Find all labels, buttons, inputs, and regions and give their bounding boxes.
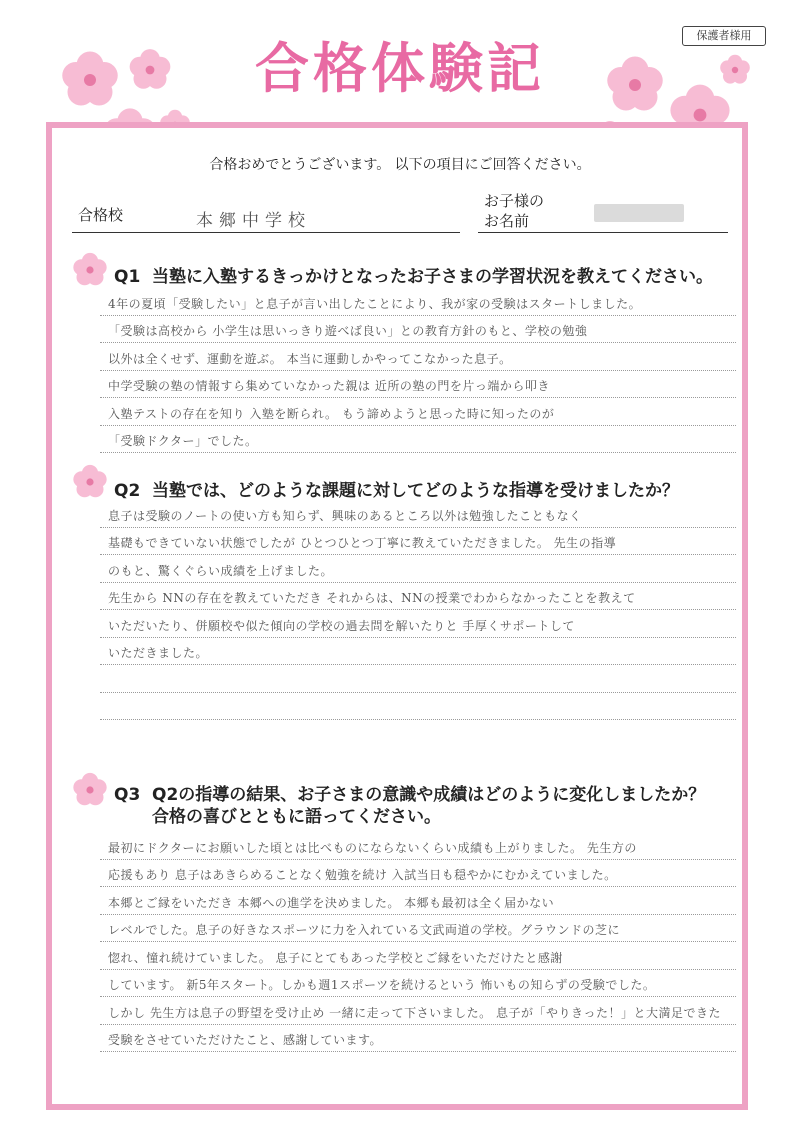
answer-line <box>100 942 736 970</box>
q1-question: 当塾に入塾するきっかけとなったお子さまの学習状況を教えてください。 <box>152 267 713 287</box>
answer-text: のもと、驚くぐらい成績を上げました。 <box>108 563 334 578</box>
answer-text: 最初にドクターにお願いした頃とは比べものにならないくらい成績も上がりました。 先生方の <box>108 840 637 855</box>
answer-text: 入塾テストの存在を知り 入塾を断られ。 もう諦めようと思った時に知ったのが <box>108 406 555 421</box>
answer-line <box>100 915 736 943</box>
q2-number: Q2 <box>114 481 141 501</box>
school-underline <box>72 232 460 233</box>
q3-heading-line2 <box>152 802 441 827</box>
q3-answer <box>100 832 736 1052</box>
answer-line <box>100 288 736 316</box>
answer-line <box>100 343 736 371</box>
answer-text: 「受験ドクター」でした。 <box>108 434 258 448</box>
answer-line <box>100 426 736 454</box>
intro-text: 合格おめでとうございます。 以下の項目にご回答ください。 <box>209 157 591 173</box>
child-label-line1: お子様の <box>484 192 545 210</box>
answer-text: 受験をさせていただけたこと、感謝しています。 <box>108 1033 383 1047</box>
answer-text: 基礎もできていない状態でしたが ひとつひとつ丁寧に教えていただきました。 先生の指導 <box>108 536 617 550</box>
answer-text: 中学受験の塾の情報すら集めていなかった親は 近所の塾の門を片っ端から叩き <box>108 379 550 393</box>
answer-text: 息子は受験のノートの使い方も知らず、興味のあるところ以外は勉強したこともなく <box>108 508 582 523</box>
answer-text: 以外は全くせず、運動を遊ぶ。 本当に運動しかやってこなかった息子。 <box>108 351 512 366</box>
q2-flower-icon <box>72 464 108 500</box>
answer-line <box>100 832 736 860</box>
answer-text: 先生から NNの存在を教えていただき それからは、NNの授業でわからなかったことを教えて <box>108 591 636 605</box>
answer-line <box>100 555 736 583</box>
answer-text: 応援もあり 息子はあきらめることなく勉強を続け 入試当日も穏やかにむかえていました。 <box>108 868 617 882</box>
answer-line <box>100 1025 736 1053</box>
q2-question: 当塾では、どのような課題に対してどのような指導を受けましたか？ <box>152 481 679 501</box>
child-underline <box>478 232 728 233</box>
q1-heading <box>114 262 713 287</box>
answer-text: レベルでした。息子の好きなスポーツに力を入れている文武両道の学校。グラウンドの芝に <box>108 923 621 937</box>
child-name-redacted <box>594 204 684 222</box>
answer-line <box>100 371 736 399</box>
audience-badge: 保護者様用 <box>682 26 766 46</box>
answer-text: いただいたり、併願校や似た傾向の学校の過去問を解いたりと 手厚くサポートして <box>108 618 575 633</box>
answer-line <box>100 583 736 611</box>
child-label-line2: お名前 <box>484 212 530 230</box>
answer-text: 「受験は高校から 小学生は思いっきり遊べば良い」との教育方針のもと、学校の勉強 <box>108 324 588 338</box>
answer-line <box>100 638 736 666</box>
q2-heading <box>114 476 679 501</box>
answer-line <box>100 610 736 638</box>
q1-answer <box>100 288 736 453</box>
answer-line <box>100 398 736 426</box>
answer-line <box>100 693 736 721</box>
answer-line <box>100 887 736 915</box>
q1-number: Q1 <box>114 267 141 287</box>
q3-question-line1: Q2の指導の結果、お子さまの意識や成績はどのように変化しましたか？ <box>152 785 706 805</box>
q3-number: Q3 <box>114 785 141 805</box>
q3-flower-icon <box>72 772 108 808</box>
answer-text: いただきました。 <box>108 646 209 660</box>
answer-line <box>100 316 736 344</box>
answer-line <box>100 665 736 693</box>
answer-text: しかし 先生方は息子の野望を受け止め 一緒に走って下さいました。 息子が「やりきった！」と大満足できた <box>108 1005 721 1020</box>
school-value: 本郷中学校 <box>196 211 311 231</box>
q3-question-line2: 合格の喜びとともに語ってください。 <box>152 807 441 827</box>
answer-line <box>100 860 736 888</box>
answer-text: 惚れ、憧れ続けていました。 息子にとてもあった学校とご縁をいただけたと感謝 <box>108 950 563 965</box>
answer-line <box>100 500 736 528</box>
answer-line <box>100 997 736 1025</box>
school-label: 合格校 <box>78 206 124 224</box>
page-title: 合格体験記 <box>255 37 545 100</box>
answer-text: 本郷とご縁をいただき 本郷への進学を決めました。 本郷も最初は全く届かない <box>108 895 555 910</box>
answer-line <box>100 970 736 998</box>
q1-flower-icon <box>72 252 108 288</box>
answer-line <box>100 528 736 556</box>
q2-answer <box>100 500 736 720</box>
answer-text: 4年の夏頃「受験したい」と息子が言い出したことにより、我が家の受験はスタートしました。 <box>108 296 642 311</box>
answer-text: しています。 新5年スタート。しかも週1スポーツを続けるという 怖いもの知らずの受験でした。 <box>108 978 656 992</box>
